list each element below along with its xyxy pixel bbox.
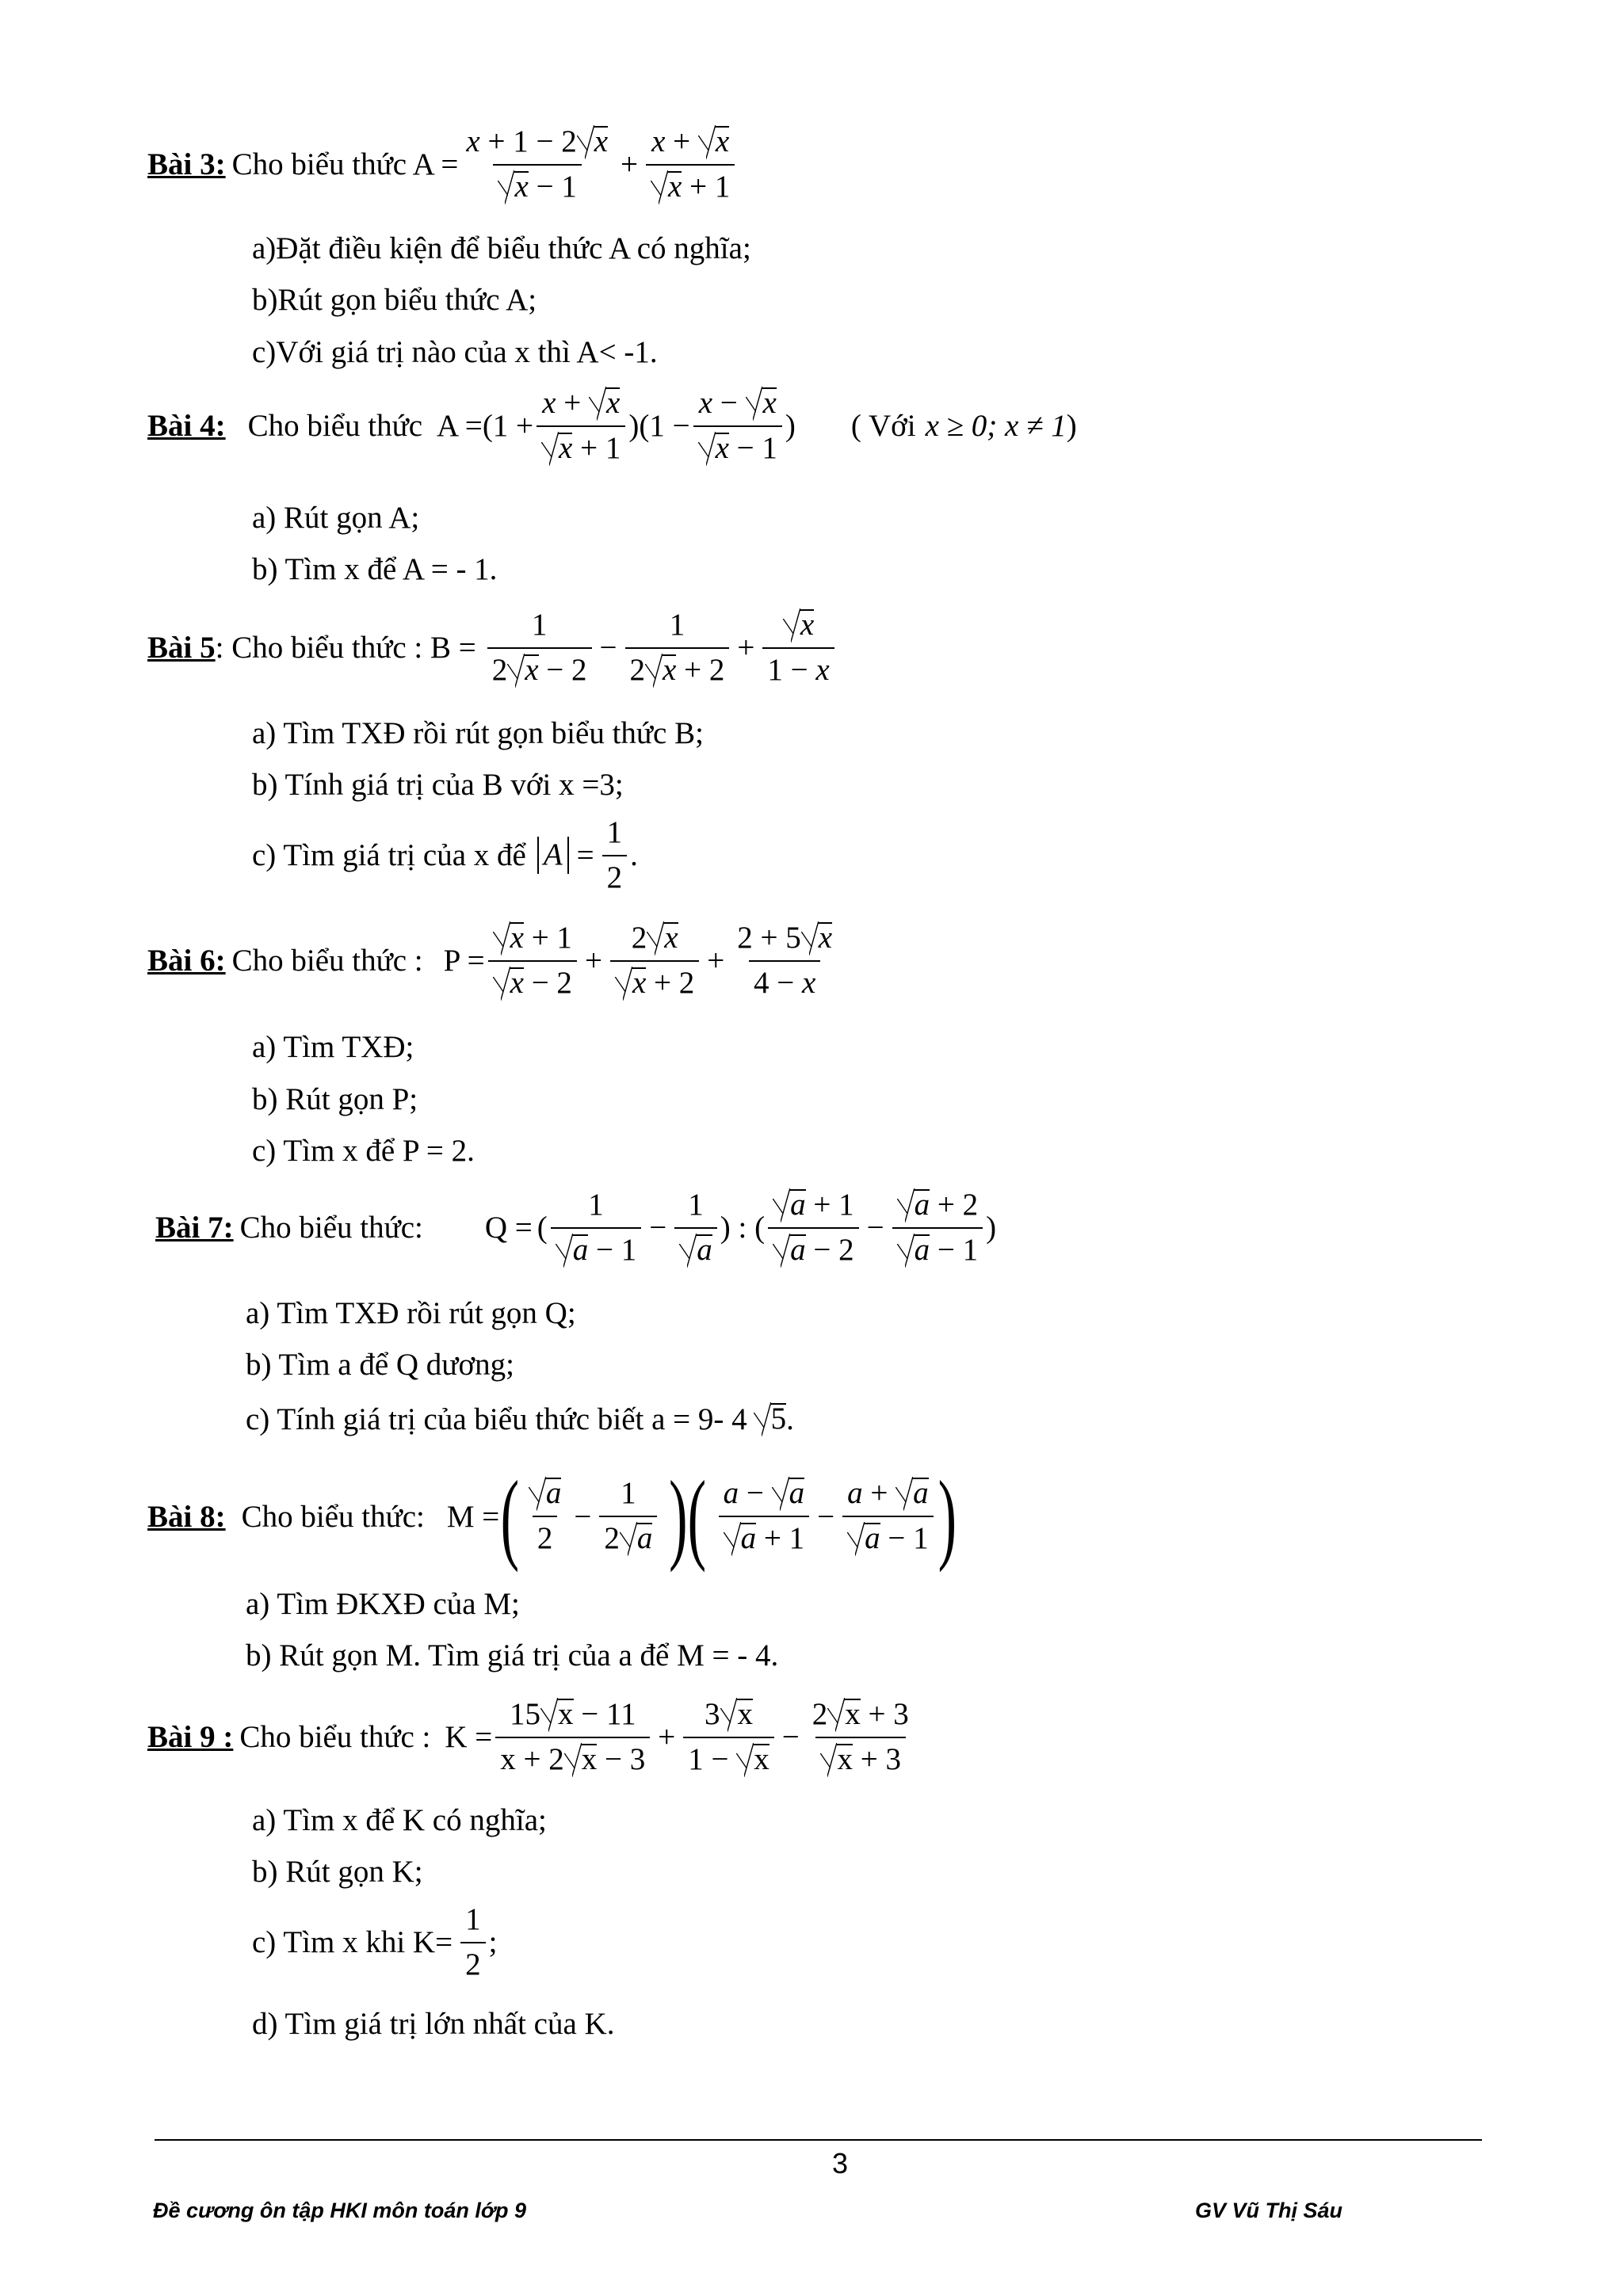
problem-4-condition: x ≥ 0; x ≠ 1 — [925, 409, 1067, 444]
problem-7-heading — [155, 1188, 996, 1268]
problem-9-item-a: a) Tìm x để K có nghĩa; — [252, 1803, 547, 1837]
problem-7-label: Bài 7: — [155, 1211, 234, 1245]
problem-8-formula: ( $\frac{a}{2}$ − $\frac{1}{2 a}$ )( $\frac{a - a}{a + 1}$ − $\frac{a + a}{a - 1}$ ) — [500, 1460, 957, 1573]
problem-9-intro: Cho biểu thức : — [239, 1720, 431, 1755]
problem-6-intro: Cho biểu thức : — [231, 944, 423, 978]
problem-7-item-b: b) Tìm a để Q dương; — [246, 1348, 514, 1382]
problem-7-item-a: a) Tìm TXĐ rồi rút gọn Q; — [246, 1296, 576, 1330]
problem-7-item-c-row: c) Tính giá trị của biểu thức biết a = 9- 4 5 . — [246, 1402, 794, 1436]
problem-7-intro: Cho biểu thức: — [239, 1211, 423, 1245]
problem-6-item-a: a) Tìm TXĐ; — [252, 1030, 414, 1064]
problem-4-label: Bài 4: — [147, 409, 226, 444]
problem-4-condition-suffix: ) — [1066, 409, 1077, 444]
problem-6-heading — [147, 921, 840, 1001]
footer-author: GV Vũ Thị Sáu — [1195, 2199, 1343, 2222]
problem-6-label: Bài 6: — [147, 944, 226, 978]
problem-5-item-c-formula: A = $\frac{1}{2}$ . — [534, 816, 638, 895]
problem-5-item-b: b) Tính giá trị của B với x =3; — [252, 768, 624, 802]
problem-5-intro: : Cho biểu thức : B = — [215, 631, 476, 666]
problem-3-item-b: b)Rút gọn biểu thức A; — [252, 283, 537, 317]
problem-9-lhs: K = — [445, 1720, 493, 1755]
problem-5-heading — [147, 608, 838, 688]
problem-8-intro: Cho biểu thức: — [241, 1499, 425, 1534]
problem-4-intro: Cho biểu thức — [247, 409, 423, 444]
problem-3-intro: Cho biểu thức A = — [231, 147, 459, 182]
problem-6-lhs: P = — [443, 944, 485, 978]
problem-3-label: Bài 3: — [147, 147, 226, 182]
problem-4-item-a: a) Rút gọn A; — [252, 501, 420, 535]
problem-3-item-c: c)Với giá trị nào của x thì A< -1. — [252, 335, 658, 369]
problem-7-item-c: c) Tính giá trị của biểu thức biết a = 9- 4 — [246, 1402, 747, 1436]
problem-3-heading — [147, 125, 738, 204]
problem-8-lhs: M = — [446, 1499, 500, 1534]
problem-9-item-d: d) Tìm giá trị lớn nhất của K. — [252, 2007, 615, 2041]
problem-3-item-a: a)Đặt điều kiện để biểu thức A có nghĩa; — [252, 231, 751, 265]
problem-6-formula: $\frac{x + 1}{x - 2}$ + $\frac{2 x}{x + 2}$ + $\frac{2 + 5 x}{4 - x}$ — [485, 921, 840, 1001]
problem-6-item-c: c) Tìm x để P = 2. — [252, 1134, 475, 1168]
problem-9-heading — [147, 1698, 917, 1777]
problem-8-label: Bài 8: — [147, 1499, 226, 1534]
problem-9-item-b: b) Rút gọn K; — [252, 1855, 423, 1889]
problem-4-lhs: A = — [437, 409, 483, 444]
problem-5-item-c-row — [252, 816, 638, 895]
problem-5-item-a: a) Tìm TXĐ rồi rút gọn biểu thức B; — [252, 716, 704, 750]
problem-8-heading — [147, 1460, 957, 1573]
problem-9-label: Bài 9 : — [147, 1720, 234, 1755]
problem-8-item-a: a) Tìm ĐKXĐ của M; — [246, 1587, 520, 1621]
problem-8-item-b: b) Rút gọn M. Tìm giá trị của a để M = - 4. — [246, 1638, 779, 1672]
problem-3-formula: $\frac{x + 1 - 2 x}{x - 1}$ + $\frac{x + x}{x + 1}$ — [458, 125, 738, 204]
footer-document-title: Đề cương ôn tập HKI môn toán lớp 9 — [153, 2199, 527, 2222]
problem-4-heading — [147, 387, 1077, 466]
problem-9-item-c-row: c) Tìm x khi K= $\frac{1}{2}$ ; — [252, 1902, 498, 1981]
problem-5-formula: $\frac{1}{2 x - 2}$ − $\frac{1}{2 x + 2}$ + $\frac{x}{1 - x}$ — [484, 608, 838, 688]
problem-9-formula: $\frac{15 x - 11}{x + 2 x - 3}$ + $\frac{3 x}{1 - x}$ − $\frac{2 x + 3}{x + 3}$ — [492, 1698, 917, 1777]
footer-divider — [155, 2139, 1482, 2141]
problem-5-label: Bài 5 — [147, 631, 216, 666]
page-number: 3 — [831, 2147, 849, 2180]
problem-7-lhs: Q = — [484, 1211, 533, 1245]
problem-6-item-b: b) Rút gọn P; — [252, 1082, 418, 1116]
problem-5-item-c: c) Tìm giá trị của x để — [252, 838, 526, 873]
problem-4-item-b: b) Tìm x để A = - 1. — [252, 552, 498, 586]
problem-7-formula: ( $\frac{1}{a - 1}$ − $\frac{1}{a}$ ) : ( $\frac{a + 1}{a - 2}$ − $\frac{a + 2}{a - 1}$ ) — [537, 1188, 997, 1267]
problem-9-item-c: c) Tìm x khi K= — [252, 1925, 453, 1960]
problem-4-formula: (1 + $\frac{x + x}{x + 1}$ )(1 − $\frac{x - x}{x - 1}$ ) — [482, 386, 796, 465]
problem-4-condition-prefix: ( Với — [850, 409, 916, 444]
